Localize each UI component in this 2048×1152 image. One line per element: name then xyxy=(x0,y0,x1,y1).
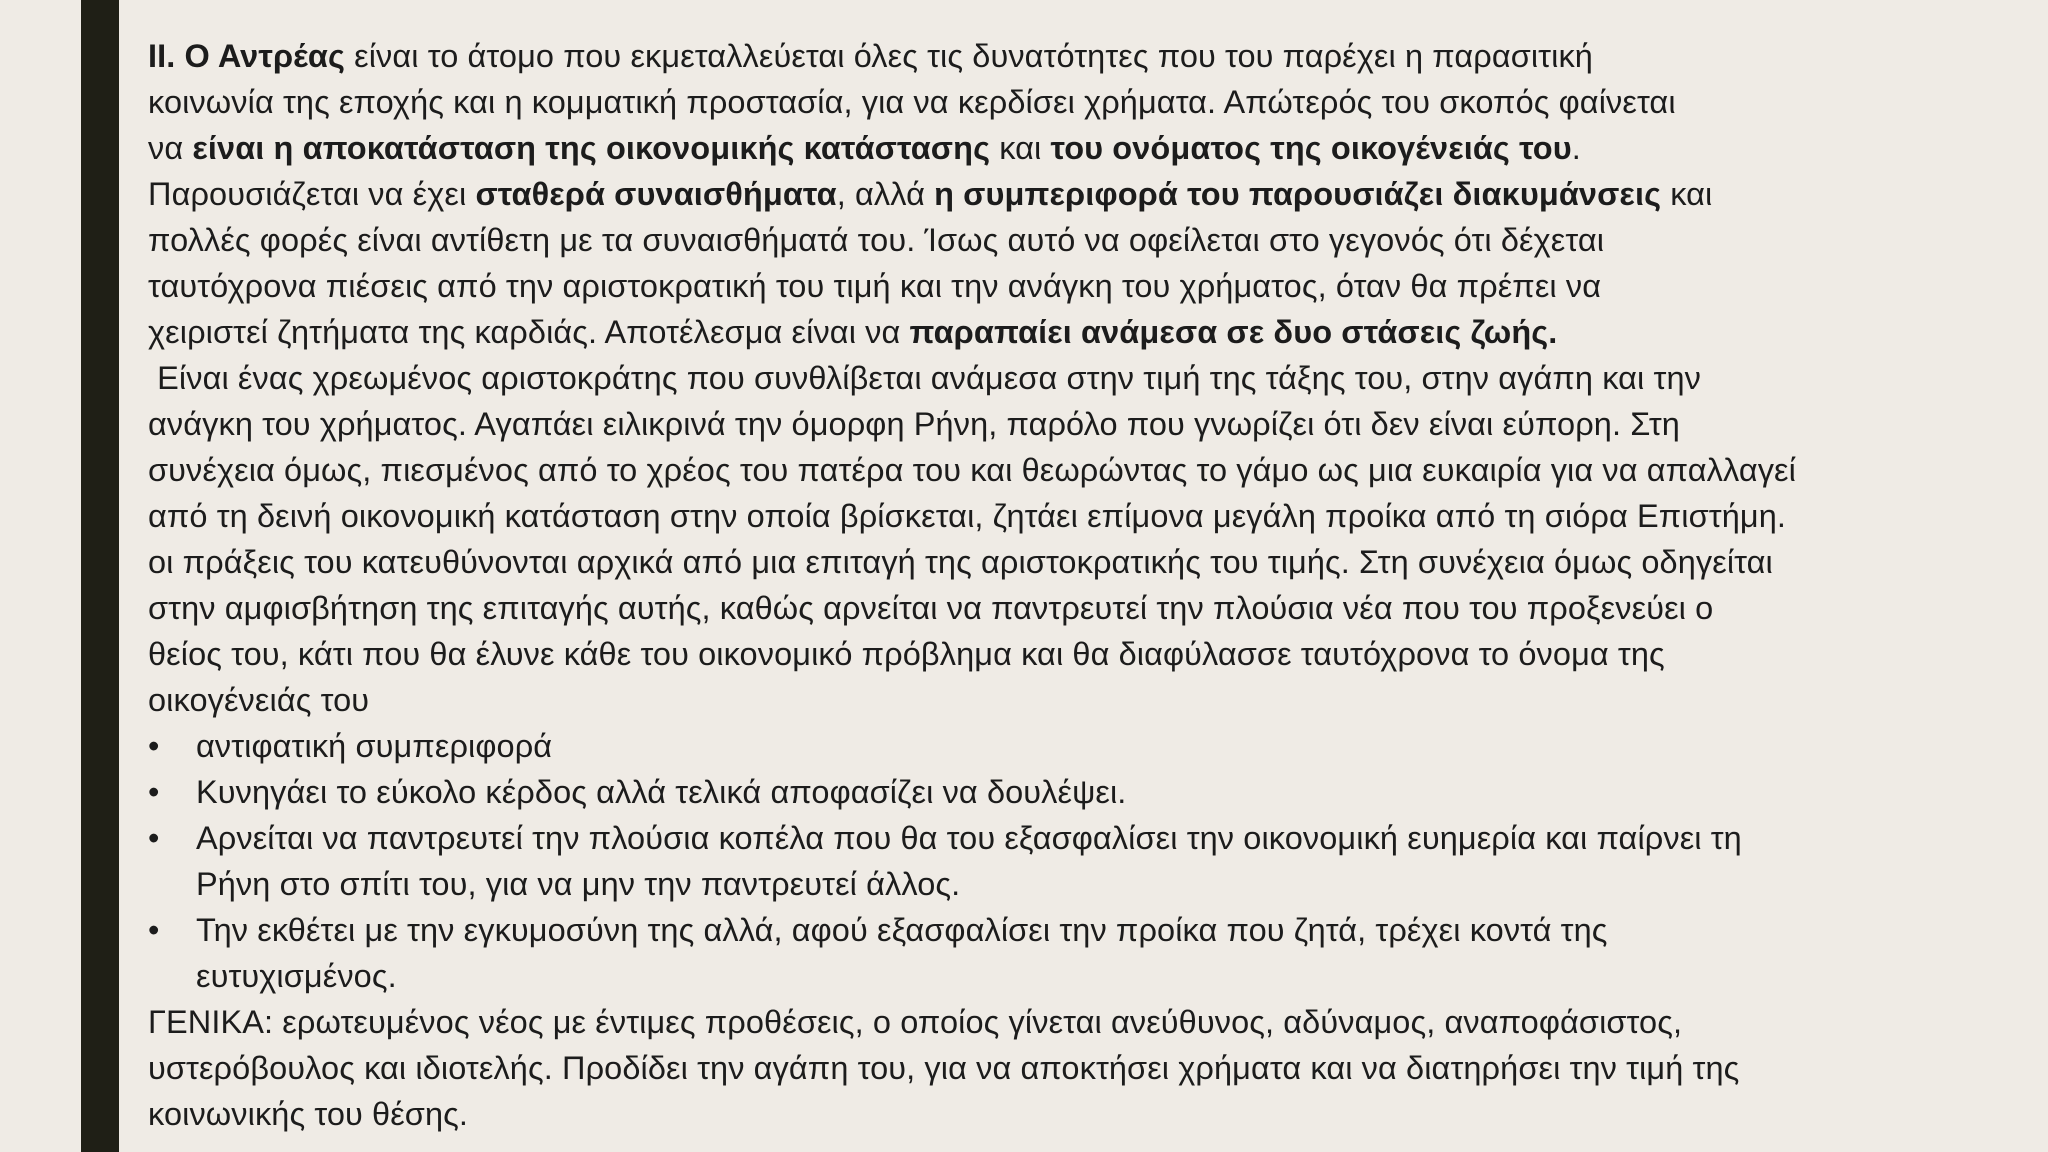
body-text: χειριστεί ζητήματα της καρδιάς. Αποτέλεσμα είναι να xyxy=(148,314,910,350)
bullet-icon: • xyxy=(148,820,160,856)
paragraph-line xyxy=(148,447,2028,493)
body-text: ανάγκη του χρήματος. Αγαπάει ειλικρινά την όμορφη Ρήνη, παρόλο που γνωρίζει ότι δεν είναι εύπορη. Στη xyxy=(148,406,1680,442)
summary-line xyxy=(148,999,2028,1045)
body-text: είναι το άτομο που εκμεταλλεύεται όλες τις δυνατότητες που του παρέχει η παρασιτική xyxy=(345,38,1593,74)
bold-text: παραπαίει ανάμεσα σε δυο στάσεις ζωής. xyxy=(909,314,1558,350)
bold-text: του ονόματος της οικογένειάς του xyxy=(1050,130,1572,166)
paragraph-line xyxy=(148,263,2028,309)
paragraph-line xyxy=(148,33,2028,79)
heading-text: II. Ο Αντρέας xyxy=(148,38,346,74)
summary-text: υστερόβουλος και ιδιοτελής. Προδίδει την αγάπη του, για να αποκτήσει χρήματα και να διατηρήσει την τιμή της xyxy=(148,1050,1740,1086)
bold-text: η συμπεριφορά του παρουσιάζει διακυμάνσεις xyxy=(934,176,1662,212)
body-text: και xyxy=(990,130,1051,166)
bullet-text: Την εκθέτει με την εγκυμοσύνη της αλλά, αφού εξασφαλίσει την προίκα που ζητά, τρέχει κοντά της xyxy=(196,912,1608,948)
paragraph-line xyxy=(148,171,2028,217)
paragraph-line xyxy=(148,309,2028,355)
body-text: να xyxy=(148,130,193,166)
bullet-text: Ρήνη στο σπίτι του, για να μην την παντρευτεί άλλος. xyxy=(196,866,961,902)
paragraph-line xyxy=(148,79,2028,125)
bold-text: είναι η αποκατάσταση της οικονομικής κατάστασης xyxy=(192,130,991,166)
body-text: και xyxy=(1661,176,1713,212)
summary-text: κοινωνικής του θέσης. xyxy=(148,1096,469,1132)
paragraph-line xyxy=(148,631,2028,677)
bold-text: σταθερά συναισθήματα xyxy=(475,176,837,212)
body-text: από τη δεινή οικονομική κατάσταση στην οποία βρίσκεται, ζητάει επίμονα μεγάλη προίκα από τη σιόρα Επιστήμη. xyxy=(148,498,1786,534)
summary-line xyxy=(148,1045,2028,1091)
bullet-item xyxy=(148,769,2028,815)
body-text: στην αμφισβήτηση της επιταγής αυτής, καθώς αρνείται να παντρευτεί την πλούσια νέα που του προξενεύει ο xyxy=(148,590,1714,626)
slide-text-body xyxy=(148,33,2028,1137)
bullet-text: ευτυχισμένος. xyxy=(196,958,397,994)
paragraph-line xyxy=(148,217,2028,263)
body-text: οικογένειάς του xyxy=(148,682,370,718)
bullet-text: Κυνηγάει το εύκολο κέρδος αλλά τελικά αποφασίζει να δουλέψει. xyxy=(196,774,1127,810)
body-text: Παρουσιάζεται να έχει xyxy=(148,176,476,212)
paragraph-line xyxy=(148,125,2028,171)
body-text: , αλλά xyxy=(836,176,935,212)
bullet-item-continuation xyxy=(148,861,2028,907)
paragraph-line xyxy=(148,355,2028,401)
body-text: κοινωνία της εποχής και η κομματική προστασία, για να κερδίσει χρήματα. Απώτερός του σκοπός φαίνεται xyxy=(148,84,1676,120)
body-text: θείος του, κάτι που θα έλυνε κάθε του οικονομικό πρόβλημα και θα διαφύλασσε ταυτόχρονα το όνομα της xyxy=(148,636,1665,672)
body-text: ταυτόχρονα πιέσεις από την αριστοκρατική του τιμή και την ανάγκη του χρήματος, όταν θα πρέπει να xyxy=(148,268,1602,304)
summary-line xyxy=(148,1091,2028,1137)
body-text: Είναι ένας χρεωμένος αριστοκράτης που συνθλίβεται ανάμεσα στην τιμή της τάξης του, στην αγάπη και την xyxy=(148,360,1701,396)
bullet-text: Αρνείται να παντρευτεί την πλούσια κοπέλα που θα του εξασφαλίσει την οικονομική ευημερία και παίρνει τη xyxy=(196,820,1742,856)
summary-text: ΓΕΝΙΚΑ: ερωτευμένος νέος με έντιμες προθέσεις, ο οποίος γίνεται ανεύθυνος, αδύναμος, αναποφάσιστος, xyxy=(148,1004,1683,1040)
bullet-text: αντιφατική συμπεριφορά xyxy=(196,728,553,764)
bullet-item xyxy=(148,815,2028,861)
body-text: . xyxy=(1571,130,1581,166)
body-text: πολλές φορές είναι αντίθετη με τα συναισθήματά του. Ίσως αυτό να οφείλεται στο γεγονός ότι δέχεται xyxy=(148,222,1605,258)
paragraph-line xyxy=(148,585,2028,631)
paragraph-line xyxy=(148,493,2028,539)
bullet-icon: • xyxy=(148,728,160,764)
bullet-list xyxy=(148,723,2028,999)
bullet-item xyxy=(148,723,2028,769)
body-text: συνέχεια όμως, πιεσμένος από το χρέος του πατέρα του και θεωρώντας το γάμο ως μια ευκαιρία για να απαλλαγεί xyxy=(148,452,1796,488)
bullet-item xyxy=(148,907,2028,953)
bullet-icon: • xyxy=(148,774,160,810)
paragraph-line xyxy=(148,401,2028,447)
bullet-icon: • xyxy=(148,912,160,948)
paragraph-line xyxy=(148,539,2028,585)
body-text: οι πράξεις του κατευθύνονται αρχικά από μια επιταγή της αριστοκρατικής του τιμής. Στη συνέχεια όμως οδηγείται xyxy=(148,544,1773,580)
paragraph-line xyxy=(148,677,2028,723)
slide-side-bar xyxy=(81,0,119,1152)
bullet-item-continuation xyxy=(148,953,2028,999)
